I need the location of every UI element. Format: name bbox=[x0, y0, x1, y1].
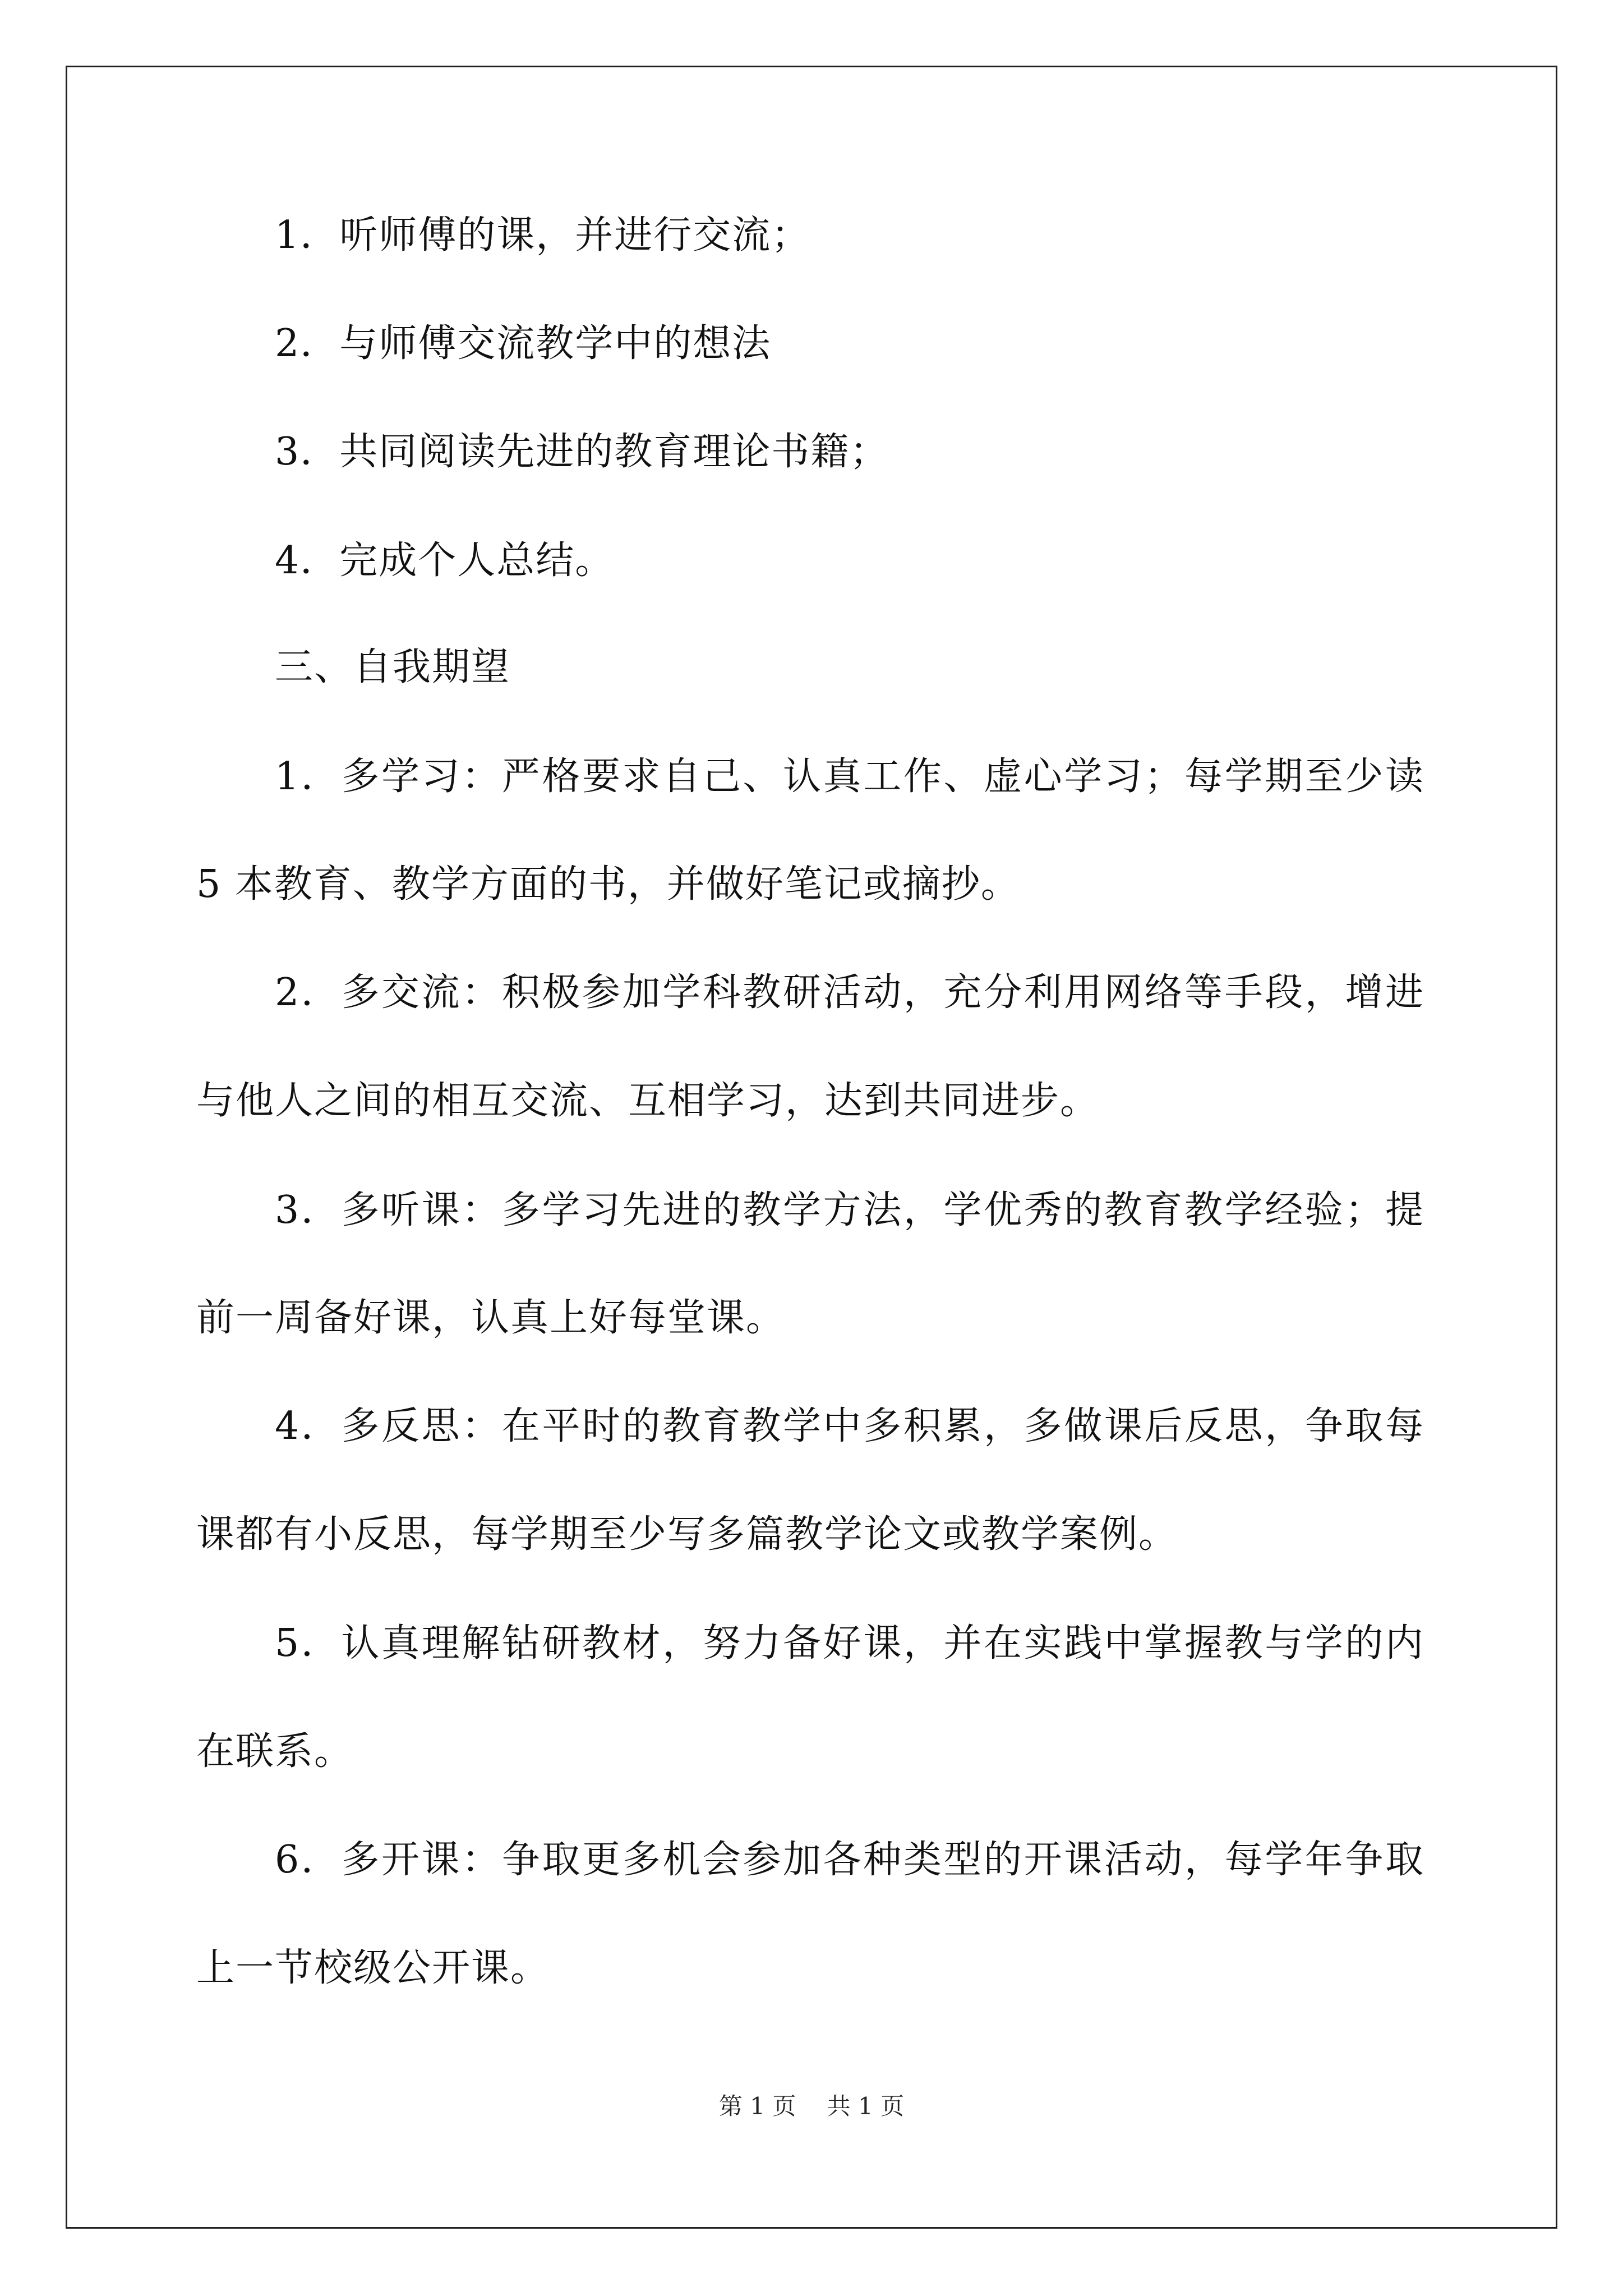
paragraph-study-line2: 5 本教育、教学方面的书，并做好笔记或摘抄。 bbox=[196, 862, 1020, 907]
paragraph-observe-line1: 3．多听课：多学习先进的教学方法，学优秀的教育教学经验；提 bbox=[275, 1188, 1424, 1232]
section-heading-self-expectation: 三、自我期望 bbox=[275, 645, 511, 689]
list-item-summary: 4．完成个人总结。 bbox=[275, 539, 615, 583]
paragraph-study-line1: 1．多学习：严格要求自己、认真工作、虚心学习；每学期至少读 bbox=[275, 754, 1424, 799]
list-item-read-books: 3．共同阅读先进的教育理论书籍； bbox=[275, 430, 889, 474]
paragraph-exchange-line1: 2．多交流：积极参加学科教研活动，充分利用网络等手段，增进 bbox=[275, 970, 1424, 1015]
paragraph-textbook-line1: 5．认真理解钻研教材，努力备好课，并在实践中掌握教与学的内 bbox=[275, 1621, 1424, 1665]
page-number-footer: 第 1 页 共 1 页 bbox=[718, 2092, 905, 2120]
paragraph-open-class-line1: 6．多开课：争取更多机会参加各种类型的开课活动，每学年争取 bbox=[275, 1838, 1424, 1882]
paragraph-exchange-line2: 与他人之间的相互交流、互相学习，达到共同进步。 bbox=[196, 1079, 1100, 1123]
page-border bbox=[66, 66, 1557, 2229]
paragraph-reflect-line1: 4．多反思：在平时的教育教学中多积累，多做课后反思，争取每 bbox=[275, 1404, 1424, 1448]
list-item-exchange-ideas: 2．与师傅交流教学中的想法 bbox=[275, 321, 772, 366]
list-item-listen-class: 1．听师傅的课，并进行交流； bbox=[275, 213, 811, 257]
paragraph-textbook-line2: 在联系。 bbox=[196, 1729, 354, 1774]
paragraph-open-class-line2: 上一节校级公开课。 bbox=[196, 1946, 550, 1990]
paragraph-reflect-line2: 课都有小反思，每学期至少写多篇教学论文或教学案例。 bbox=[196, 1512, 1178, 1557]
paragraph-observe-line2: 前一周备好课，认真上好每堂课。 bbox=[196, 1296, 786, 1340]
